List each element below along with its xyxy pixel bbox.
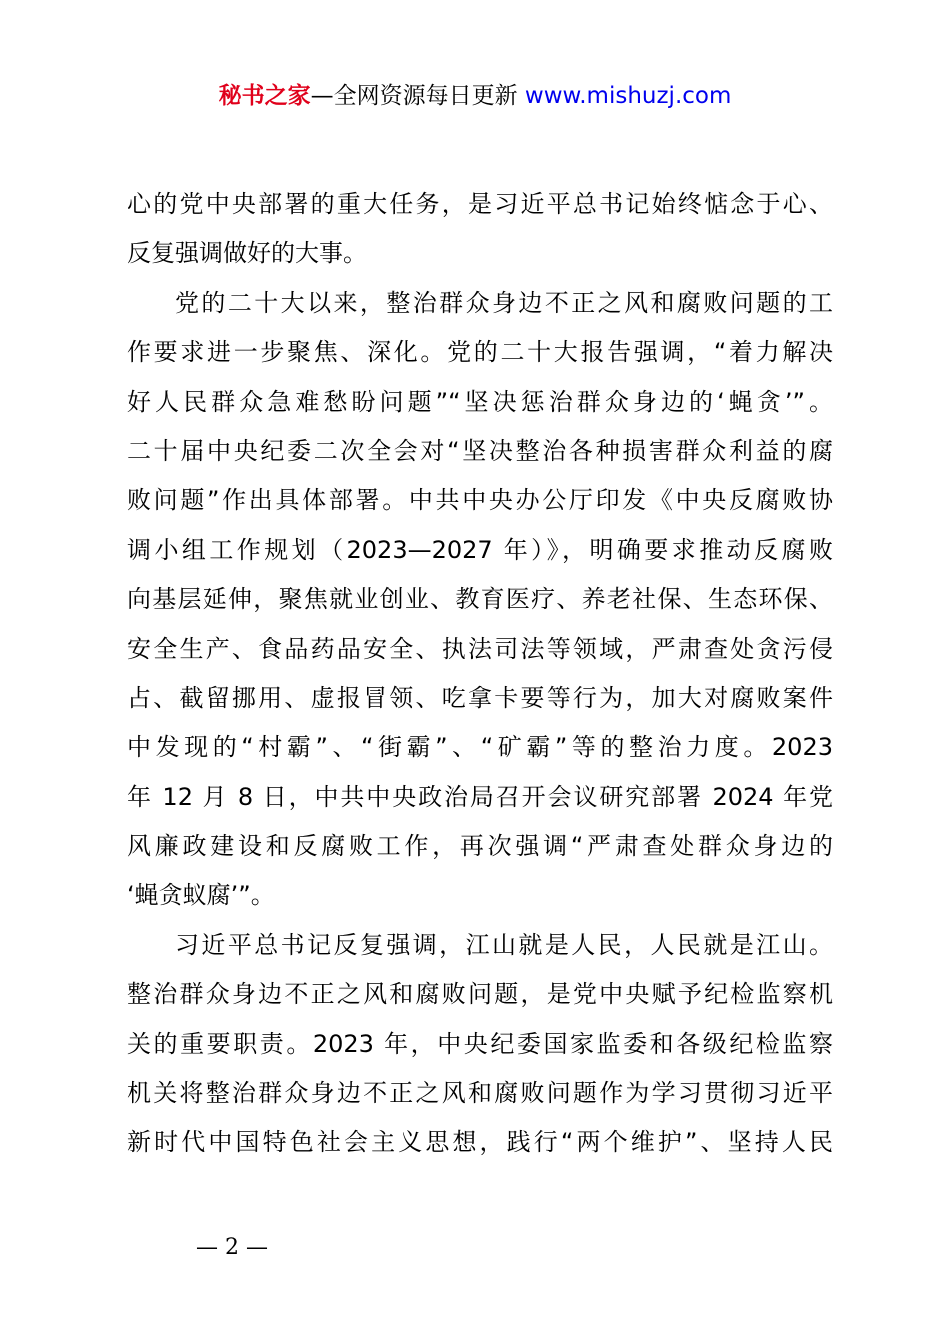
- text-line: 向基层延伸，聚焦就业创业、教育医疗、养老社保、生态环保、: [127, 585, 833, 614]
- text-line: 反复强调做好的大事。: [127, 239, 367, 268]
- text-line: 整治群众身边不正之风和腐败问题，是党中央赋予纪检监察机: [127, 980, 833, 1009]
- text-line: 心的党中央部署的重大任务，是习近平总书记始终惦念于心、: [127, 190, 833, 218]
- text-line: 风廉政建设和反腐败工作，再次强调“严肃查处群众身边的: [127, 832, 833, 861]
- document-body: [127, 180, 833, 1168]
- text-line: 关的重要职责。2023 年，中央纪委国家监委和各级纪检监察: [127, 1029, 833, 1058]
- text-line: 败问题”作出具体部署。中共中央办公厅印发《中央反腐败协: [127, 486, 833, 515]
- text-line: 新时代中国特色社会主义思想，践行“两个维护”、坚持人民: [127, 1128, 833, 1157]
- page-header: [0, 80, 950, 112]
- brand-name: 秘书之家: [218, 83, 311, 109]
- text-line: 二十届中央纪委二次全会对“坚决整治各种损害群众利益的腐: [127, 436, 833, 465]
- text-line: 调小组工作规划（2023—2027 年）》，明确要求推动反腐败: [127, 535, 833, 564]
- text-line: 安全生产、食品药品安全、执法司法等领域，严肃查处贪污侵: [127, 634, 833, 663]
- site-url-link[interactable]: www.mishuzj.com: [524, 83, 732, 109]
- paragraph-start-line: 习近平总书记反复强调，江山就是人民，人民就是江山。: [175, 930, 833, 959]
- text-line: 好人民群众急难愁盼问题”“坚决惩治群众身边的‘蝇贪’”。: [127, 387, 833, 416]
- page-number: — 2 —: [196, 1235, 268, 1260]
- text-line: 中发现的“村霸”、“街霸”、“矿霸”等的整治力度。2023: [127, 733, 833, 762]
- text-line: 作要求进一步聚焦、深化。党的二十大报告强调，“着力解决: [127, 338, 833, 367]
- text-line: 占、截留挪用、虚报冒领、吃拿卡要等行为，加大对腐败案件: [127, 683, 833, 712]
- text-line: 年 12 月 8 日，中共中央政治局召开会议研究部署 2024 年党: [127, 782, 833, 811]
- paragraph-start-line: 党的二十大以来，整治群众身边不正之风和腐败问题的工: [175, 288, 833, 317]
- header-tagline: —全网资源每日更新: [310, 83, 525, 109]
- text-line: ‘蝇贪蚁腐’”。: [127, 881, 275, 910]
- text-line: 机关将整治群众身边不正之风和腐败问题作为学习贯彻习近平: [127, 1079, 833, 1108]
